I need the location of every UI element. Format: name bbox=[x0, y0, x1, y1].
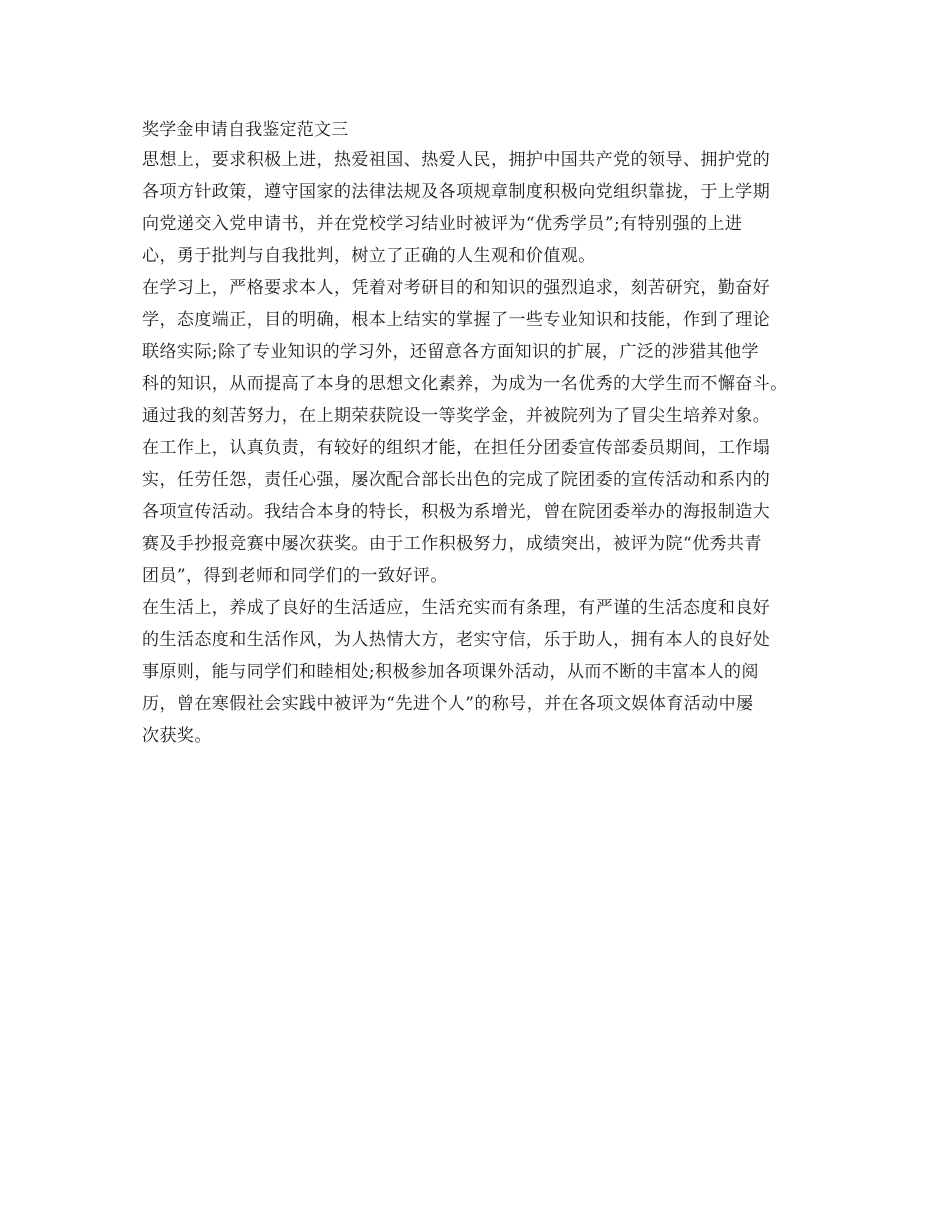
paragraph-ideology bbox=[142, 144, 842, 272]
paragraph-line: 联络实际;除了专业知识的学习外，还留意各方面知识的扩展，广泛的涉猎其他学 bbox=[142, 342, 759, 362]
document-title: 奖学金申请自我鉴定范文三 bbox=[142, 120, 349, 140]
paragraph-line: 在学习上，严格要求本人，凭着对考研目的和知识的强烈追求，刻苦研究，勤奋好 bbox=[142, 278, 771, 298]
paragraph-line: 思想上，要求积极上进，热爱祖国、热爱人民，拥护中国共产党的领导、拥护党的 bbox=[142, 150, 771, 170]
paragraph-line: 团员”，得到老师和同学们的一致好评。 bbox=[142, 566, 448, 586]
paragraph-line: 各项方针政策，遵守国家的法律法规及各项规章制度积极向党组织靠拢，于上学期 bbox=[142, 182, 771, 202]
paragraph-line: 在工作上，认真负责，有较好的组织才能，在担任分团委宣传部委员期间，工作塌 bbox=[142, 438, 771, 458]
paragraph-line: 科的知识，从而提高了本身的思想文化素养，为成为一名优秀的大学生而不懈奋斗。 bbox=[142, 374, 788, 394]
paragraph-line: 心，勇于批判与自我批判，树立了正确的人生观和价值观。 bbox=[142, 246, 596, 266]
paragraph-study bbox=[142, 272, 842, 432]
paragraph-line: 事原则，能与同学们和睦相处;积极参加各项课外活动，从而不断的丰富本人的阅 bbox=[142, 662, 759, 682]
document-body bbox=[142, 116, 842, 752]
paragraph-line: 实，任劳任怨，责任心强，屡次配合部长出色的完成了院团委的宣传活动和系内的 bbox=[142, 470, 771, 490]
paragraph-line: 通过我的刻苦努力，在上期荣获院设一等奖学金，并被院列为了冒尖生培养对象。 bbox=[142, 406, 771, 426]
paragraph-line: 向党递交入党申请书，并在党校学习结业时被评为“优秀学员”;有特别强的上进 bbox=[142, 214, 743, 234]
paragraph-line: 次获奖。 bbox=[142, 726, 212, 746]
paragraph-line: 历，曾在寒假社会实践中被评为“先进个人”的称号，并在各项文娱体育活动中屡 bbox=[142, 694, 754, 714]
paragraph-line: 的生活态度和生活作风，为人热情大方，老实守信，乐于助人，拥有本人的良好处 bbox=[142, 630, 771, 650]
paragraph-life bbox=[142, 592, 842, 752]
paragraph-line: 赛及手抄报竞赛中屡次获奖。由于工作积极努力，成绩突出，被评为院“优秀共青 bbox=[142, 534, 762, 554]
paragraph-line: 在生活上，养成了良好的生活适应，生活充实而有条理，有严谨的生活态度和良好 bbox=[142, 598, 771, 618]
paragraph-work bbox=[142, 432, 842, 592]
paragraph-line: 学，态度端正，目的明确，根本上结实的掌握了一些专业知识和技能，作到了理论 bbox=[142, 310, 771, 330]
paragraph-line: 各项宣传活动。我结合本身的特长，积极为系增光，曾在院团委举办的海报制造大 bbox=[142, 502, 771, 522]
